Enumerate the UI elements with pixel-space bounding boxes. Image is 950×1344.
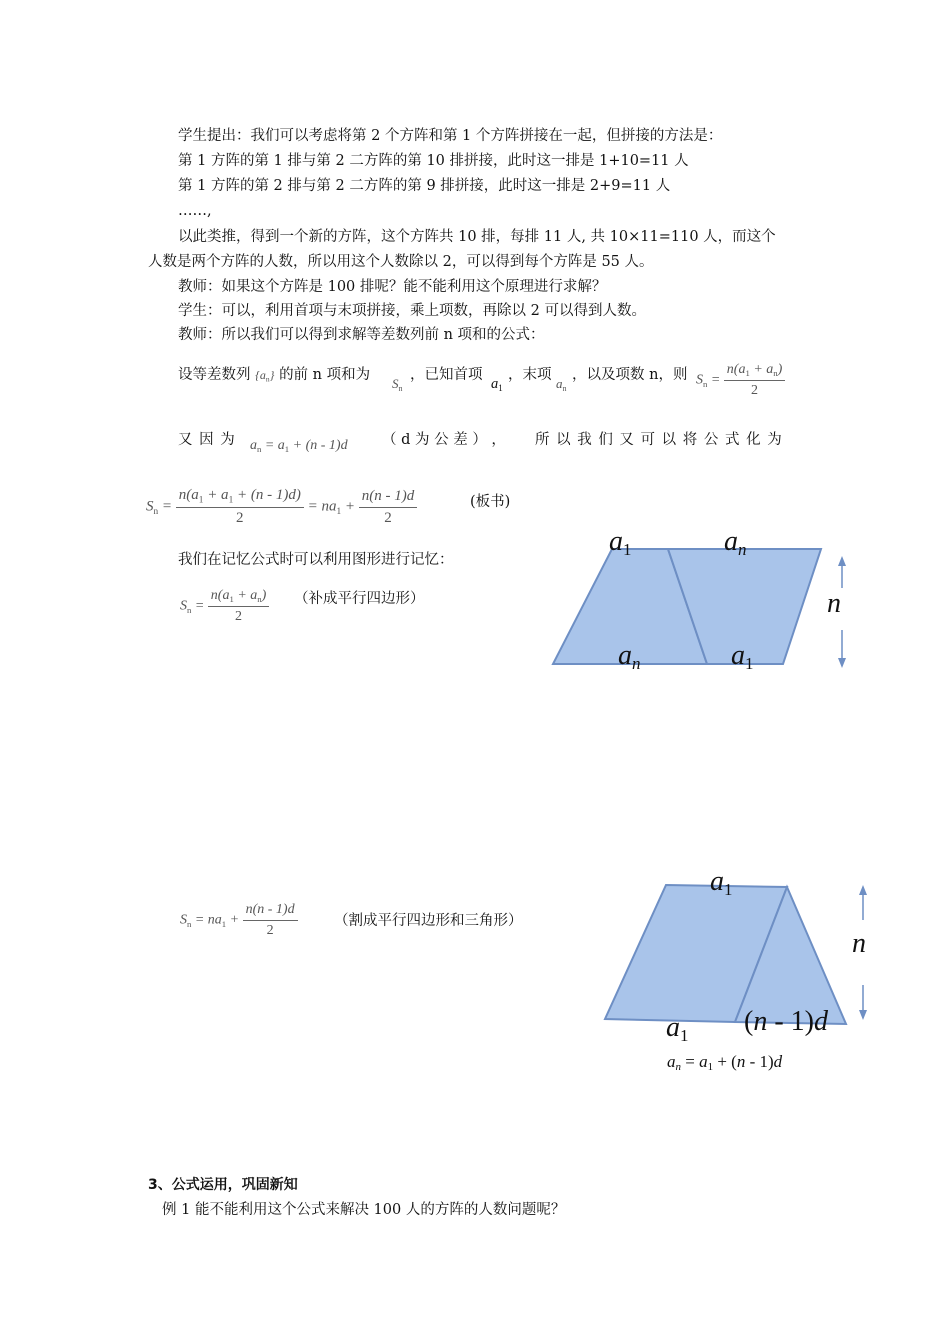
arrow-down-head: [838, 658, 846, 668]
note-cut-shapes: （割成平行四边形和三角形）: [334, 913, 523, 929]
formula-intro-text-4: ，末项: [508, 367, 552, 383]
label2-n: n: [852, 928, 866, 959]
first-term-symbol: $a_1$: [491, 376, 503, 394]
label-n: n: [827, 588, 841, 619]
section-heading: 3、公式运用，巩固新知: [148, 1177, 298, 1193]
paragraph-teacher-question: 教师：如果这个方阵是 100 排呢？能不能利用这个原理进行求解？: [178, 279, 607, 295]
label-a1-bottom: a1: [731, 640, 754, 673]
formula-intro-text-3: ，已知首项: [410, 367, 483, 383]
note-complete-parallelogram: （补成平行四边形）: [294, 591, 425, 607]
sum-formula-1: $S_n$ = $\frac{n(a_1 + a_n)}{2}$: [696, 362, 785, 399]
paragraph-row-2: 第 1 方阵的第 2 排与第 2 二方阵的第 9 排拼接，此时这一排是 2+9=11 人: [178, 178, 671, 194]
paragraph-teacher-formula: 教师：所以我们可以得到求解等差数列前 n 项和的公式：: [178, 327, 545, 343]
label2-a1-bottom: a1: [666, 1012, 689, 1045]
label-an-top: an: [724, 526, 747, 559]
trapezoid-diagram: [590, 860, 890, 1080]
paragraph-analogy-2: 人数是两个方阵的人数，所以用这个人数除以 2，可以得到每个方阵是 55 人。: [148, 254, 654, 270]
sum-formula-cut: $S_n = na_1$ + $\frac{n(n - 1)d}{2}$: [180, 902, 298, 939]
example-1: 例 1 能不能利用这个公式来解决 100 人的方阵的人数问题呢？: [162, 1202, 566, 1218]
arrow2-up-head: [859, 885, 867, 895]
paragraph-student-proposal: 学生提出：我们可以考虑将第 2 个方阵和第 1 个方阵拼接在一起，但拼接的方法是：: [178, 128, 723, 144]
sum-formula-expanded: $S_n$ = $\frac{n(a_1 + a_1 + (n - 1)d)}{2}$ = $na_1$ + $\frac{n(n - 1)d}{2}$: [146, 487, 417, 527]
board-note: (板书): [470, 494, 511, 510]
formula-intro-text-2: 的前 n 项和为: [279, 367, 371, 383]
also-conclusion-text: 所 以 我 们 又 可 以 将 公 式 化 为: [535, 432, 783, 448]
label-a1-top: a1: [609, 526, 632, 559]
last-term-symbol: $a_n$: [556, 376, 567, 393]
general-term-formula: $a_n = a_1 + (n - 1)d$: [250, 438, 348, 455]
also-because-text: 又 因 为: [178, 432, 235, 448]
memory-tip: 我们在记忆公式时可以利用图形进行记忆：: [178, 552, 454, 568]
label2-a1-top: a1: [710, 866, 733, 899]
sum-formula-parallelogram: $S_n$ = $\frac{n(a_1 + a_n)}{2}$: [180, 588, 269, 625]
formula-intro-text-5: ，以及项数 n，则: [572, 367, 688, 383]
sum-symbol: $S_n$: [392, 376, 403, 393]
paragraph-analogy-1: 以此类推，得到一个新的方阵，这个方阵共 10 排，每排 11 人, 共 10×11=110 人，而这个: [178, 229, 776, 245]
paragraph-ellipsis: ……,: [178, 203, 212, 219]
label-an-bottom: an: [618, 640, 641, 673]
parallelogram-diagram: [540, 520, 870, 685]
paragraph-row-1: 第 1 方阵的第 1 排与第 2 二方阵的第 10 排拼接，此时这一排是 1+10=11 人: [178, 153, 689, 169]
arrow-up-head: [838, 556, 846, 566]
formula-intro-text-1: 设等差数列: [178, 367, 251, 383]
arrow2-down-head: [859, 1010, 867, 1020]
paragraph-student-answer: 学生：可以，利用首项与末项拼接，乘上项数，再除以 2 可以得到人数。: [178, 303, 646, 319]
label2-general-term: an = a1 + (n - 1)d: [667, 1052, 783, 1073]
label2-n-minus-1-d: (n - 1)d: [744, 1006, 828, 1037]
common-difference-note: （ d 为 公 差 ） ，: [382, 432, 506, 448]
sequence-symbol: $\{a_n\}$: [255, 368, 275, 384]
formula-intro-line: [178, 363, 370, 384]
